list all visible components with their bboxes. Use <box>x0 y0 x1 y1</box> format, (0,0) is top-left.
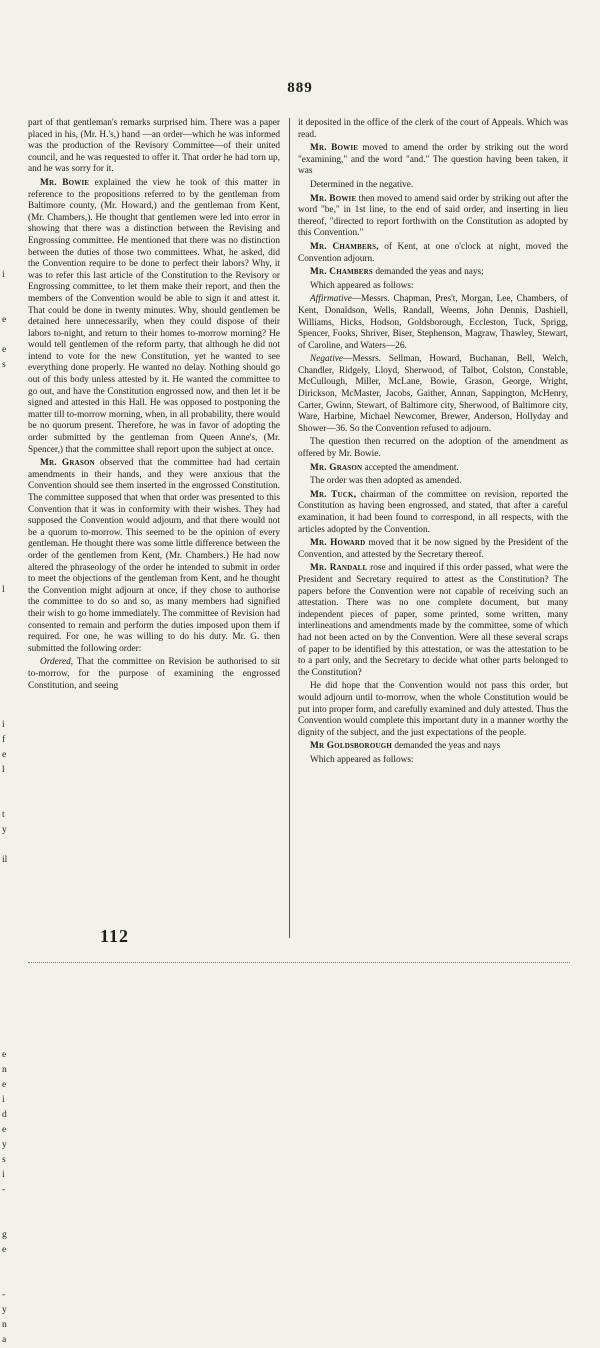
paragraph-text: Which appeared as follows: <box>310 754 414 765</box>
paragraph-lead: Ordered, <box>40 657 74 668</box>
margin-fragment: i <box>2 270 5 280</box>
margin-fragment: n <box>2 1065 7 1075</box>
margin-fragment <box>2 658 14 673</box>
margin-fragment: - <box>2 1290 6 1300</box>
margin-fragment <box>2 1018 14 1033</box>
paragraph <box>298 490 568 536</box>
margin-fragment <box>2 463 14 478</box>
margin-fragment <box>2 1033 14 1048</box>
margin-fragment: e <box>2 1245 7 1255</box>
margin-fragment <box>2 643 14 658</box>
paragraph-lead: Mr Goldsborough <box>310 741 393 752</box>
margin-fragment: e <box>2 345 7 355</box>
paragraph <box>298 194 568 240</box>
margin-fragment: y <box>2 825 7 835</box>
margin-fragment <box>2 898 14 913</box>
margin-fragment <box>2 1273 14 1288</box>
column-divider <box>289 118 290 938</box>
margin-fragment: l <box>2 585 5 595</box>
margin-fragment: e <box>2 315 7 325</box>
paragraph <box>298 538 568 561</box>
margin-fragments <box>2 268 14 1348</box>
margin-fragment <box>2 478 14 493</box>
margin-fragment <box>2 1213 14 1228</box>
margin-fragment <box>2 373 14 388</box>
paragraph-text: observed that the committee had had certain amendments in their hands, and they were anxious that the Convention should see them inserted in the engrossed Constitution. The committee supposed that when that order was presented to this Convention that it was in conformity with their wishes. They had supposed the Convention would adjourn, and that there would not be a quorum to-morrow. This seemed to be the opinion of every gentleman. He thought there was some little difference between the order of the gentlemen from Kent, (Mr. Chambers.) He had now altered the phraseology of the order he intended to submit in order to meet the objections of the gentleman from Kent, and he thought the Convention might adjourn at once, if they chose to authorise the committee to do so and so, as many members had signified their wish to go home immediately. The committee of Revision had consented to remain and perform the duties imposed upon them if required. For one, he was willing to do his duty. Mr. G. then submitted the following order: <box>28 458 280 654</box>
paragraph-lead: Mr. Randall <box>310 563 368 574</box>
paragraph <box>298 437 568 460</box>
margin-fragment <box>2 538 14 553</box>
margin-fragment <box>2 988 14 1003</box>
paragraph <box>298 267 568 279</box>
paragraph <box>28 118 280 176</box>
margin-fragment <box>2 553 14 568</box>
margin-fragment <box>2 778 14 793</box>
paragraph-lead: Negative <box>310 354 344 365</box>
margin-fragment: s <box>2 360 6 370</box>
margin-fragment <box>2 613 14 628</box>
paragraph-text: demanded the yeas and nays; <box>373 267 484 278</box>
margin-fragment <box>2 703 14 718</box>
margin-fragment <box>2 958 14 973</box>
paragraph-lead: Mr. Howard <box>310 538 366 549</box>
margin-fragment: i <box>2 1095 5 1105</box>
margin-fragment <box>2 1003 14 1018</box>
margin-fragment <box>2 1198 14 1213</box>
margin-fragment: i <box>2 720 5 730</box>
margin-fragment: - <box>2 1185 6 1195</box>
paragraph-lead: Mr. Tuck, <box>310 489 357 500</box>
margin-fragment <box>2 493 14 508</box>
paragraph-lead: Mr. Grason <box>40 458 95 469</box>
margin-fragment: e <box>2 1080 7 1090</box>
margin-fragment <box>2 838 14 853</box>
paragraph-text: accepted the amendment. <box>362 462 459 473</box>
paragraph-lead: Mr. Bowie <box>310 193 357 204</box>
margin-fragment <box>2 433 14 448</box>
margin-fragment: g <box>2 1230 7 1240</box>
paragraph <box>298 294 568 352</box>
paragraph-text: Which appeared as follows: <box>310 280 414 291</box>
paragraph-text: —Messrs. Sellman, Howard, Buchanan, Bell, Welch, Chandler, Ridgely, Lloyd, Sherwood, of Talbot, Colston, Constable, McCullough, Miller, McLane, Bowie, Grason, George, Wright, Dirickson, McMaster, Jacobs, Gaither, Annan, Sappington, McHenry, Carter, Gwinn, Stewart, of Baltimore city, Sherwood, of Baltimore city, Ware, Harbine, Michael Newcomer, Brewer, Anderson, Hollyday and Shower—36. So the Convention refused to adjourn. <box>298 354 568 434</box>
paragraph-text: —Messrs. Chapman, Pres't, Morgan, Lee, Chambers, of Kent, Donaldson, Wells, Randall, Weems, John Dennis, Dashiell, Williams, Hicks, Hodson, Goldsborough, Eccleston, Tuck, Sprigg, Spencer, Fooks, Shriver, Biser, Stephenson, Magraw, Thawley, Stewart, of Caroline, and Waters—26. <box>298 294 568 351</box>
paragraph-lead: Mr. Bowie <box>310 143 359 154</box>
margin-fragment <box>2 448 14 463</box>
paragraph <box>298 242 568 265</box>
bottom-rule <box>28 962 570 964</box>
paragraph <box>298 463 568 475</box>
paragraph-text: moved that it be now signed by the President of the Convention, and attested by the Secretary thereof. <box>298 538 568 560</box>
margin-fragment <box>2 403 14 418</box>
right-column <box>298 118 568 768</box>
margin-fragment: s <box>2 1155 6 1165</box>
paragraph-lead: Mr. Grason <box>310 462 363 473</box>
paragraph-text: He did hope that the Convention would not pass this order, but would adjourn until to-morrow, when the whole Constitution would be put into proper form, and carefully examined and duly attested. Thus the Convention would complete this important duty in a manner worthy the dignity of the subject, and the just expectations of the people. <box>298 681 568 738</box>
paragraph-text: The question then recurred on the adoption of the amendment as offered by Mr. Bowie. <box>298 437 568 460</box>
margin-fragment <box>2 973 14 988</box>
margin-fragment: n <box>2 1320 7 1330</box>
paragraph <box>298 755 568 767</box>
margin-fragment: f <box>2 735 6 745</box>
paragraph <box>298 741 568 753</box>
margin-fragment <box>2 943 14 958</box>
margin-fragment <box>2 418 14 433</box>
margin-fragment <box>2 283 14 298</box>
paragraph <box>28 657 280 692</box>
margin-fragment: e <box>2 750 7 760</box>
margin-fragment <box>2 913 14 928</box>
paragraph-text: chairman of the committee on revision, reported the Constitution as having been engrossed, and stated, that after a careful examination, it had been found to correspond, in all respects, with the articles adopted by the Convention. <box>298 489 568 535</box>
paragraph-text: part of that gentleman's remarks surprised him. There was a paper placed in his, (Mr. H.'s,) hand —an order—which he was informed was the production of the Revisory Committee—of their united council, and he was requested to offer it. That order he had torn up, and he was sorry for it. <box>28 118 280 175</box>
margin-fragment: a <box>2 1335 7 1345</box>
paragraph-text: The order was then adopted as amended. <box>310 476 462 487</box>
margin-fragment: d <box>2 1110 7 1120</box>
paragraph-lead: Mr. Chambers <box>310 267 373 278</box>
paragraph <box>28 458 280 655</box>
margin-fragment <box>2 793 14 808</box>
margin-fragment <box>2 868 14 883</box>
paragraph-text: it deposited in the office of the clerk of the court of Appeals. Which was read. <box>298 118 568 140</box>
margin-fragment: t <box>2 810 5 820</box>
margin-fragment: y <box>2 1305 7 1315</box>
paragraph <box>298 476 568 488</box>
margin-fragment: i <box>2 1170 5 1180</box>
paragraph <box>298 180 568 192</box>
paragraph <box>298 143 568 178</box>
paragraph <box>298 354 568 435</box>
paragraph <box>298 118 568 141</box>
paragraph-lead: Mr. Chambers, <box>310 241 379 252</box>
margin-fragment <box>2 883 14 898</box>
margin-fragment: l <box>2 765 5 775</box>
margin-fragment <box>2 688 14 703</box>
signature-mark: 112 <box>100 926 130 946</box>
paragraph <box>28 178 280 456</box>
page-number: 889 <box>287 80 313 96</box>
paragraph <box>298 281 568 293</box>
paragraph-text: moved to amend the order by striking out the word "examining," and the word "and." The question having been taken, it was <box>298 143 568 177</box>
paragraph-text: That the committee on Revision be authorised to sit to-morrow, for the purpose of examining the engrossed Constitution, and seeing <box>28 657 280 691</box>
paragraph <box>298 563 568 679</box>
margin-fragment <box>2 328 14 343</box>
margin-fragment <box>2 568 14 583</box>
margin-fragment <box>2 523 14 538</box>
margin-fragment <box>2 598 14 613</box>
margin-fragment <box>2 673 14 688</box>
margin-fragment <box>2 508 14 523</box>
paragraph-lead: Mr. Bowie <box>40 177 90 188</box>
margin-fragment: il <box>2 855 8 865</box>
paragraph <box>298 681 568 739</box>
margin-fragment: e <box>2 1050 7 1060</box>
margin-fragment <box>2 1258 14 1273</box>
paragraph-text: of Kent, at one o'clock at night, moved the Convention adjourn. <box>298 241 568 264</box>
paragraph-lead: Affirmative <box>310 294 352 305</box>
margin-fragment <box>2 628 14 643</box>
paragraph-text: rose and inquired if this order passed, what were the President and Secretary required to attest as the Constitution? The papers before the Convention were not capable of receiving such an attestation. There was no one complete document, but many independent pieces of paper, some printed, some written, many interlineations and amendments made by the committee, some of which had not been acted on by the Convention. Were all these several scraps of paper to be identified by this attestation, or was the attestation to be to a part only, and the Secretary to decide what other parts belonged to the Constitution? <box>298 563 569 678</box>
paragraph-text: Determined in the negative. <box>310 179 414 190</box>
margin-fragment <box>2 388 14 403</box>
margin-fragment <box>2 928 14 943</box>
paragraph-text: demanded the yeas and nays <box>392 741 501 752</box>
margin-fragment: y <box>2 1140 7 1150</box>
margin-fragment: e <box>2 1125 7 1135</box>
margin-fragment <box>2 298 14 313</box>
paragraph-text: explained the view he took of this matter in reference to the propositions referred to by the gentleman from Baltimore county, (Mr. Howard,) and the gentleman from Kent, (Mr. Chambers,). He thought that gentlemen were led into error in showing that there was a distinction between the Revising and Engrossing committee. He mentioned that there was no distinction between the duties of those two committees. What, he asked, did the Convention require to be done to perfect their labors? Why, it was to refer this last article of the Constitution to the Revisory or Engrossing committee, to let them make their report, and then the members of the Convention would be able to sign it and attest it. That could be done in twenty minutes. Why, should gentlemen be detained here unnecessarily, when they could dispose of their labors to-night, and return to their homes to-morrow morning? He would tell gentlemen of the reform party, that although he did not intend to vote for the new Constitution, yet he wanted to see everything done properly. He wanted no delay. Nothing should go out of this body unless attested by it. He wanted the committee to go out, and have the Constitution engrossed now, and then let it be signed and attested in this Hall. He was opposed to postponing the matter till to-morrow morning, when, in all probability, there would be no quorum present. Therefore, he was in favor of adopting the order submitted by the gentleman from Queen Anne's, (Mr. Spencer,) that the committee shall report upon the subject at once. <box>28 177 280 455</box>
left-column <box>28 118 280 694</box>
paragraph-text: then moved to amend said order by striking out after the word "be," in 1st line, to the end of said order, and inserting in lieu thereof, "directed to report forthwith on the Constitution as adopted by this Convention." <box>298 193 568 239</box>
